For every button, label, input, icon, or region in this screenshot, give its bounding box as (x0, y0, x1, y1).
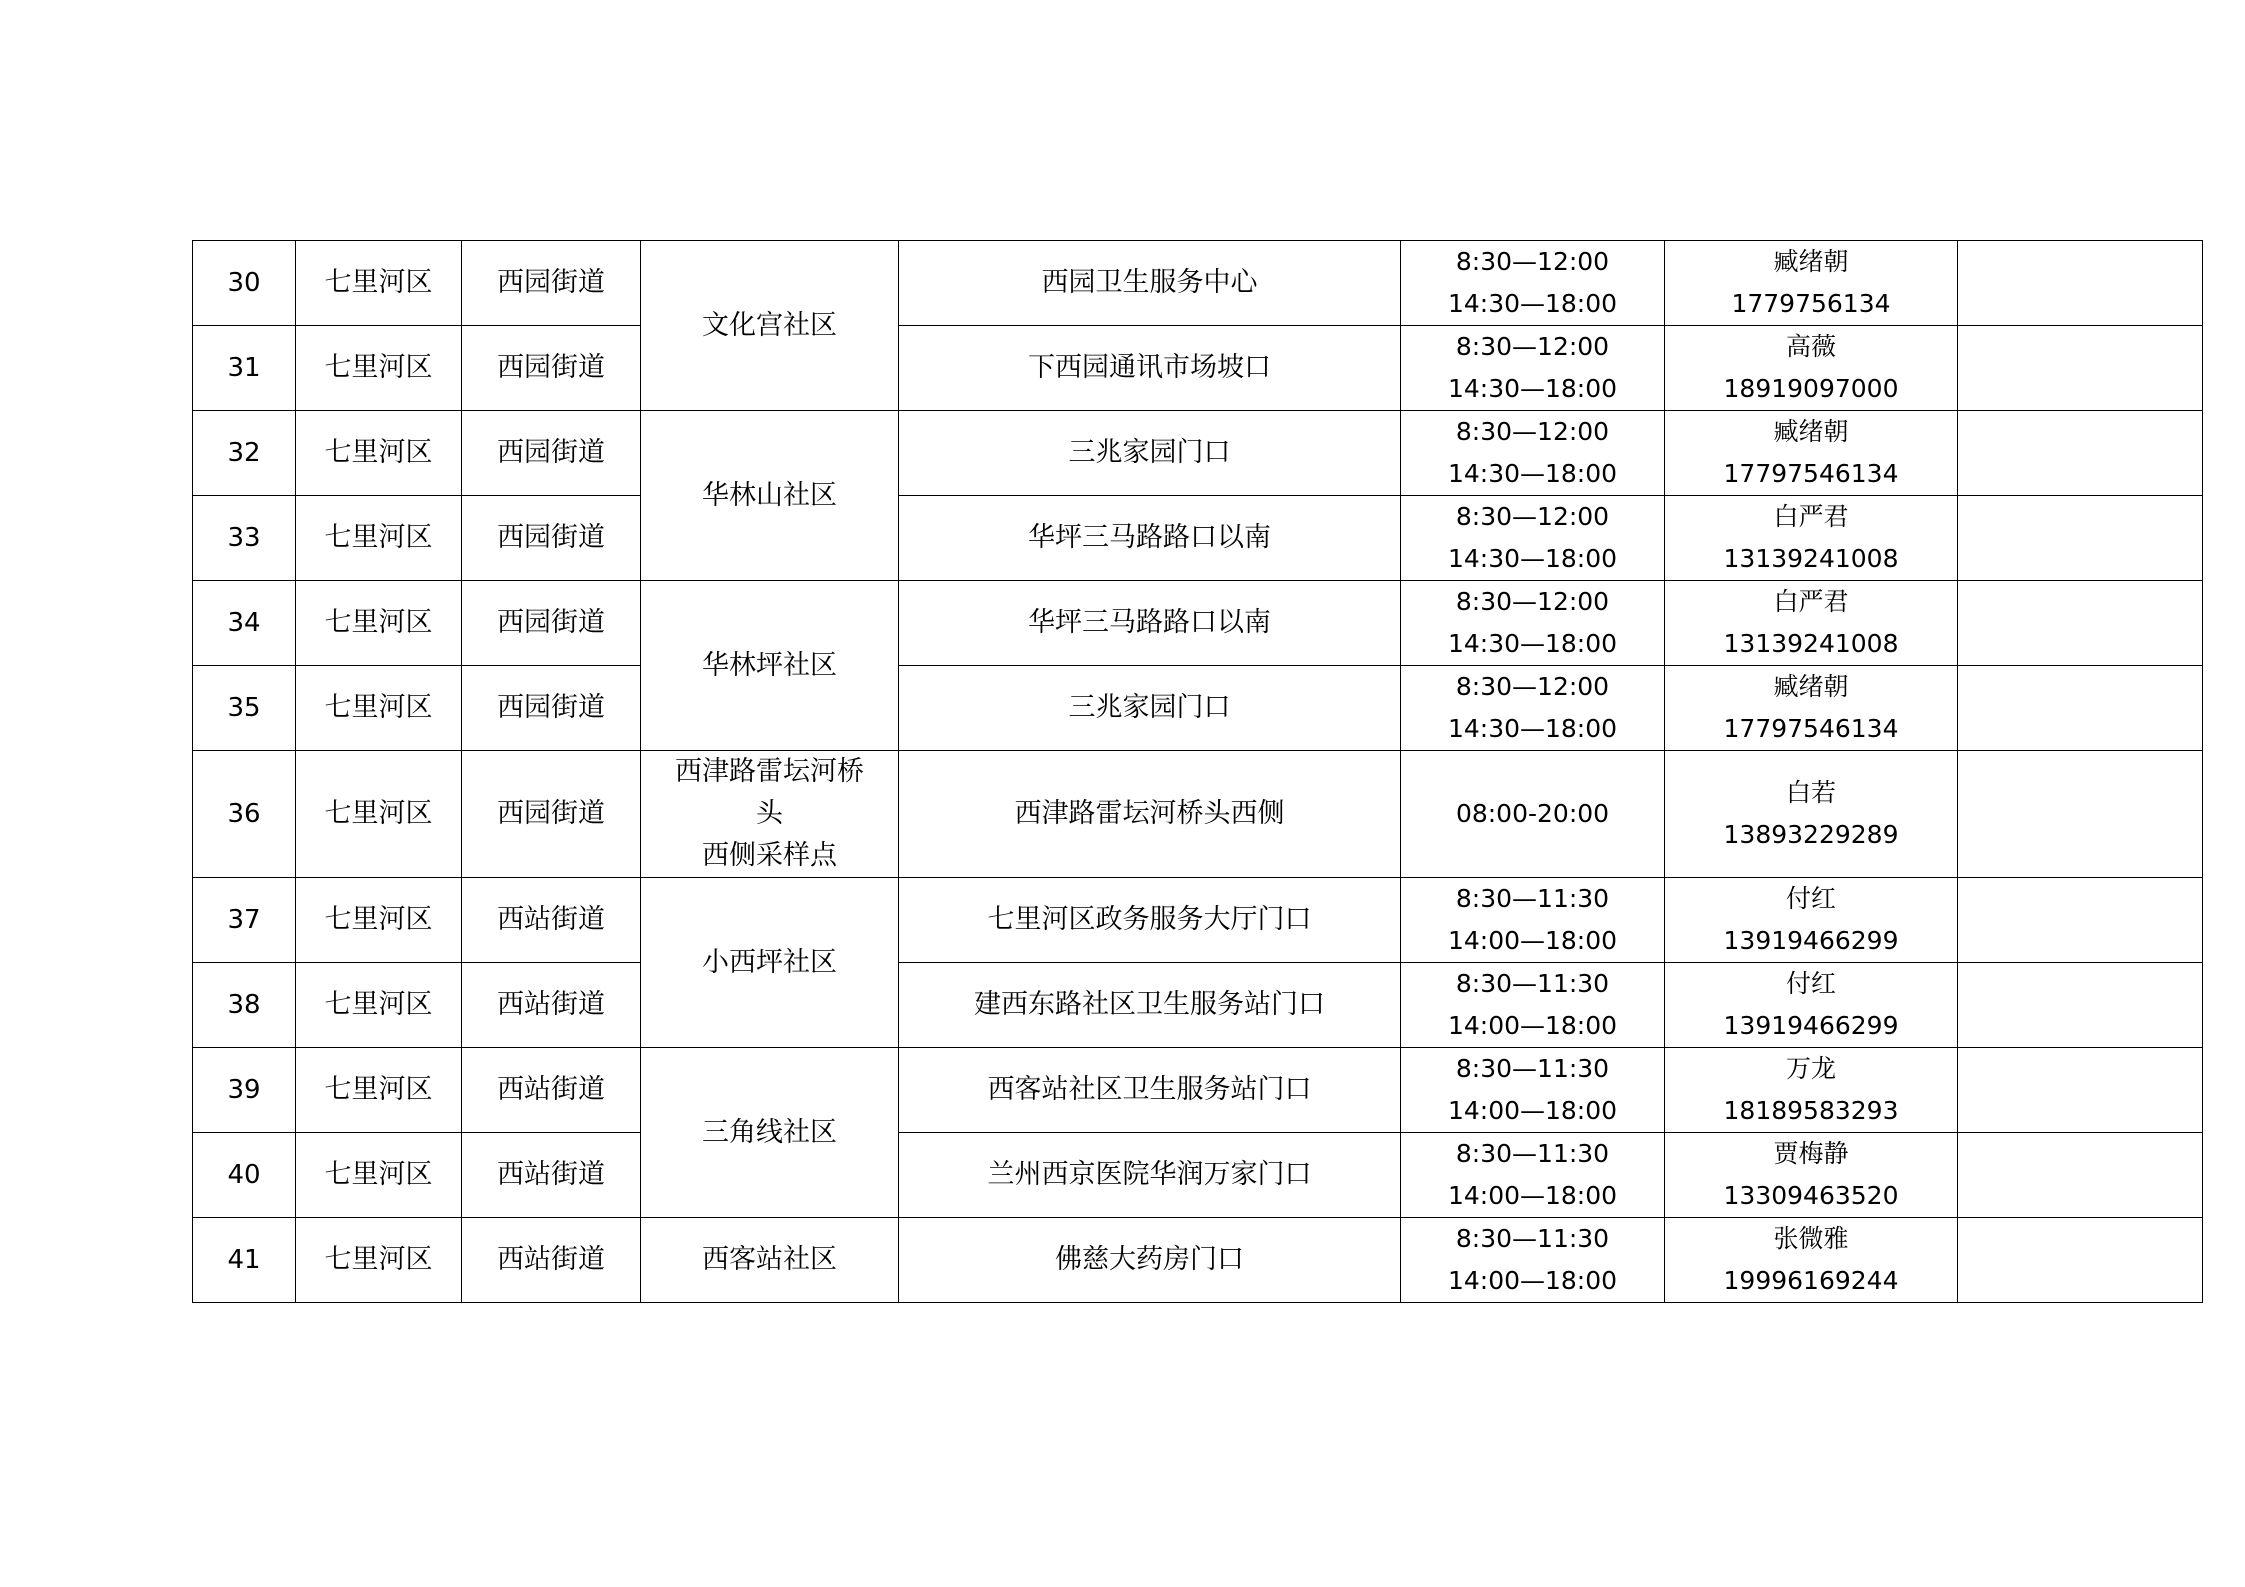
street-cell (462, 751, 641, 878)
table-row (193, 1218, 2203, 1303)
service-hours-cell (1401, 878, 1665, 963)
row-number-cell (193, 1048, 296, 1133)
row-number-cell (193, 666, 296, 751)
service-hours-cell-text: 8:30—12:00 (1455, 332, 1610, 361)
row-number-cell (193, 1133, 296, 1218)
contact-cell-text: 付红 (1785, 884, 1836, 913)
service-hours-cell-text: 8:30—11:30 (1455, 969, 1610, 998)
row-number-cell-text: 39 (227, 1075, 261, 1105)
service-hours-cell (1401, 326, 1665, 411)
service-hours-cell (1401, 666, 1665, 751)
district-cell (296, 496, 462, 581)
service-hours-cell-text: 14:30—18:00 (1447, 459, 1618, 488)
street-cell (462, 963, 641, 1048)
contact-cell-text: 1779756134 (1731, 289, 1891, 318)
table-body (193, 241, 2203, 1303)
sampling-site-cell-text: 西园卫生服务中心 (1041, 267, 1258, 298)
district-cell (296, 666, 462, 751)
contact-cell (1665, 878, 1958, 963)
service-hours-cell (1401, 1048, 1665, 1133)
sampling-site-cell-text: 七里河区政务服务大厅门口 (987, 904, 1312, 935)
table-row (193, 326, 2203, 411)
service-hours-cell-text: 08:00-20:00 (1455, 799, 1610, 828)
sampling-site-cell-text: 三兆家园门口 (1068, 437, 1231, 468)
street-cell-text: 西园街道 (497, 798, 605, 829)
service-hours-cell (1401, 1133, 1665, 1218)
row-number-cell (193, 1218, 296, 1303)
service-hours-cell-text: 14:30—18:00 (1447, 629, 1618, 658)
service-hours-cell-text: 8:30—12:00 (1455, 247, 1610, 276)
row-number-cell (193, 878, 296, 963)
community-cell-text: 头 (756, 798, 783, 829)
district-cell (296, 1048, 462, 1133)
contact-cell (1665, 1218, 1958, 1303)
service-hours-cell (1401, 581, 1665, 666)
sampling-site-cell-text: 三兆家园门口 (1068, 692, 1231, 723)
service-hours-cell-text: 14:30—18:00 (1447, 289, 1618, 318)
street-cell-text: 西园街道 (497, 692, 605, 723)
community-cell (641, 1218, 899, 1303)
row-number-cell (193, 411, 296, 496)
row-number-cell-text: 36 (227, 799, 261, 829)
contact-cell-text: 臧绪朝 (1773, 672, 1849, 701)
street-cell-text: 西园街道 (497, 267, 605, 298)
service-hours-cell-text: 8:30—12:00 (1455, 672, 1610, 701)
row-number-cell-text: 31 (227, 353, 261, 383)
row-number-cell-text: 33 (227, 523, 261, 553)
row-number-cell (193, 581, 296, 666)
contact-cell (1665, 581, 1958, 666)
sampling-site-cell (899, 751, 1401, 878)
contact-cell (1665, 751, 1958, 878)
sampling-site-cell (899, 411, 1401, 496)
contact-cell-text: 白严君 (1773, 502, 1849, 531)
street-cell (462, 878, 641, 963)
row-number-cell-text: 37 (227, 905, 261, 935)
sampling-site-cell-text: 华坪三马路路口以南 (1028, 607, 1271, 638)
street-cell (462, 411, 641, 496)
row-number-cell (193, 496, 296, 581)
service-hours-cell-text: 8:30—11:30 (1455, 884, 1610, 913)
contact-cell-text: 13919466299 (1723, 1011, 1899, 1040)
sampling-site-cell (899, 241, 1401, 326)
street-cell (462, 666, 641, 751)
district-cell (296, 1218, 462, 1303)
district-cell (296, 963, 462, 1048)
street-cell (462, 581, 641, 666)
contact-cell-text: 臧绪朝 (1773, 417, 1849, 446)
district-cell (296, 878, 462, 963)
contact-cell-text: 付红 (1785, 969, 1836, 998)
note-cell (1958, 496, 2203, 581)
contact-cell-text: 张微雅 (1773, 1224, 1849, 1253)
district-cell (296, 581, 462, 666)
service-hours-cell (1401, 751, 1665, 878)
note-cell (1958, 581, 2203, 666)
district-cell-text: 七里河区 (324, 1159, 433, 1190)
contact-cell-text: 18919097000 (1723, 374, 1899, 403)
community-cell (641, 751, 899, 878)
note-cell (1958, 1218, 2203, 1303)
contact-cell (1665, 241, 1958, 326)
district-cell (296, 751, 462, 878)
row-number-cell-text: 30 (227, 268, 261, 298)
community-cell-text: 华林山社区 (702, 479, 837, 511)
table-row (193, 963, 2203, 1048)
contact-cell-text: 13919466299 (1723, 926, 1899, 955)
service-hours-cell (1401, 411, 1665, 496)
contact-cell-text: 白若 (1785, 778, 1836, 807)
service-hours-cell-text: 8:30—11:30 (1455, 1139, 1610, 1168)
street-cell (462, 496, 641, 581)
district-cell-text: 七里河区 (324, 692, 433, 723)
service-hours-cell-text: 14:00—18:00 (1447, 1266, 1618, 1295)
community-cell (641, 581, 899, 751)
street-cell-text: 西园街道 (497, 607, 605, 638)
sampling-site-cell (899, 1048, 1401, 1133)
district-cell (296, 411, 462, 496)
contact-cell-text: 13139241008 (1723, 629, 1899, 658)
contact-cell-text: 白严君 (1773, 587, 1849, 616)
contact-cell-text: 万龙 (1785, 1054, 1836, 1083)
contact-cell-text: 贾梅静 (1773, 1139, 1849, 1168)
row-number-cell-text: 40 (227, 1160, 261, 1190)
contact-cell (1665, 496, 1958, 581)
service-hours-cell-text: 8:30—12:00 (1455, 417, 1610, 446)
row-number-cell (193, 326, 296, 411)
sampling-site-cell (899, 1133, 1401, 1218)
service-hours-cell-text: 14:30—18:00 (1447, 714, 1618, 743)
contact-cell-text: 19996169244 (1723, 1266, 1899, 1295)
row-number-cell (193, 963, 296, 1048)
community-cell (641, 411, 899, 581)
note-cell (1958, 241, 2203, 326)
street-cell-text: 西园街道 (497, 522, 605, 553)
contact-cell-text: 13309463520 (1723, 1181, 1899, 1210)
note-cell (1958, 1048, 2203, 1133)
district-cell (296, 241, 462, 326)
district-cell-text: 七里河区 (324, 437, 433, 468)
table-row (193, 666, 2203, 751)
note-cell (1958, 411, 2203, 496)
service-hours-cell-text: 14:00—18:00 (1447, 1011, 1618, 1040)
sampling-site-cell (899, 496, 1401, 581)
service-hours-cell-text: 14:30—18:00 (1447, 374, 1618, 403)
row-number-cell (193, 751, 296, 878)
note-cell (1958, 751, 2203, 878)
community-cell-text: 西客站社区 (702, 1244, 837, 1275)
sampling-site-cell (899, 581, 1401, 666)
table-row (193, 878, 2203, 963)
street-cell-text: 西站街道 (497, 1159, 605, 1190)
row-number-cell-text: 34 (227, 608, 261, 638)
note-cell (1958, 963, 2203, 1048)
contact-cell (1665, 1133, 1958, 1218)
service-hours-cell (1401, 963, 1665, 1048)
note-cell (1958, 1133, 2203, 1218)
row-number-cell (193, 241, 296, 326)
sampling-site-cell (899, 963, 1401, 1048)
contact-cell-text: 13893229289 (1723, 820, 1899, 849)
community-cell-text: 华林坪社区 (702, 649, 837, 681)
street-cell-text: 西站街道 (497, 904, 605, 935)
note-cell (1958, 666, 2203, 751)
note-cell (1958, 878, 2203, 963)
note-cell (1958, 326, 2203, 411)
street-cell-text: 西站街道 (497, 1244, 605, 1275)
testing-sites-table (192, 240, 2203, 1303)
sampling-site-cell (899, 326, 1401, 411)
community-cell (641, 241, 899, 411)
sampling-site-cell-text: 建西东路社区卫生服务站门口 (974, 989, 1325, 1020)
contact-cell (1665, 411, 1958, 496)
contact-cell-text: 13139241008 (1723, 544, 1899, 573)
sampling-site-cell (899, 878, 1401, 963)
district-cell-text: 七里河区 (324, 1074, 433, 1105)
sampling-site-cell-text: 兰州西京医院华润万家门口 (987, 1159, 1312, 1190)
row-number-cell-text: 35 (227, 693, 261, 723)
sampling-site-cell-text: 西客站社区卫生服务站门口 (987, 1074, 1312, 1105)
sampling-site-cell-text: 西津路雷坛河桥头西侧 (1014, 798, 1285, 829)
service-hours-cell-text: 14:00—18:00 (1447, 1181, 1618, 1210)
street-cell-text: 西站街道 (497, 1074, 605, 1105)
table-row (193, 1048, 2203, 1133)
community-cell-text: 文化宫社区 (702, 309, 837, 341)
table-row (193, 751, 2203, 878)
street-cell (462, 1218, 641, 1303)
district-cell-text: 七里河区 (324, 352, 433, 383)
street-cell (462, 241, 641, 326)
service-hours-cell-text: 14:00—18:00 (1447, 1096, 1618, 1125)
table-row (193, 496, 2203, 581)
street-cell (462, 1133, 641, 1218)
district-cell-text: 七里河区 (324, 522, 433, 553)
street-cell-text: 西园街道 (497, 352, 605, 383)
district-cell (296, 1133, 462, 1218)
district-cell-text: 七里河区 (324, 607, 433, 638)
contact-cell-text: 18189583293 (1723, 1096, 1899, 1125)
service-hours-cell-text: 8:30—11:30 (1455, 1054, 1610, 1083)
community-cell-text: 小西坪社区 (702, 946, 837, 978)
service-hours-cell (1401, 241, 1665, 326)
district-cell-text: 七里河区 (324, 1244, 433, 1275)
sampling-site-cell-text: 华坪三马路路口以南 (1028, 522, 1271, 553)
district-cell-text: 七里河区 (324, 267, 433, 298)
contact-cell (1665, 963, 1958, 1048)
service-hours-cell (1401, 496, 1665, 581)
service-hours-cell-text: 8:30—11:30 (1455, 1224, 1610, 1253)
contact-cell-text: 17797546134 (1723, 714, 1899, 743)
table-row (193, 411, 2203, 496)
contact-cell-text: 臧绪朝 (1773, 247, 1849, 276)
row-number-cell-text: 38 (227, 990, 261, 1020)
contact-cell-text: 17797546134 (1723, 459, 1899, 488)
street-cell-text: 西站街道 (497, 989, 605, 1020)
community-cell (641, 1048, 899, 1218)
district-cell-text: 七里河区 (324, 798, 433, 829)
community-cell (641, 878, 899, 1048)
sampling-site-cell (899, 666, 1401, 751)
district-cell-text: 七里河区 (324, 904, 433, 935)
service-hours-cell-text: 8:30—12:00 (1455, 587, 1610, 616)
sampling-site-cell-text: 下西园通讯市场坡口 (1028, 352, 1271, 383)
community-cell-text: 西侧采样点 (702, 840, 837, 871)
sampling-site-cell (899, 1218, 1401, 1303)
street-cell (462, 1048, 641, 1133)
row-number-cell-text: 41 (227, 1245, 261, 1275)
contact-cell (1665, 666, 1958, 751)
table-row (193, 241, 2203, 326)
community-cell-text: 西津路雷坛河桥 (675, 756, 864, 787)
contact-cell (1665, 1048, 1958, 1133)
table-row (193, 581, 2203, 666)
service-hours-cell-text: 14:00—18:00 (1447, 926, 1618, 955)
service-hours-cell (1401, 1218, 1665, 1303)
service-hours-cell-text: 8:30—12:00 (1455, 502, 1610, 531)
street-cell (462, 326, 641, 411)
contact-cell-text: 高薇 (1785, 332, 1836, 361)
contact-cell (1665, 326, 1958, 411)
service-hours-cell-text: 14:30—18:00 (1447, 544, 1618, 573)
district-cell-text: 七里河区 (324, 989, 433, 1020)
sampling-site-cell-text: 佛慈大药房门口 (1055, 1244, 1244, 1275)
table-row (193, 1133, 2203, 1218)
street-cell-text: 西园街道 (497, 437, 605, 468)
community-cell-text: 三角线社区 (702, 1116, 837, 1148)
district-cell (296, 326, 462, 411)
row-number-cell-text: 32 (227, 438, 261, 468)
